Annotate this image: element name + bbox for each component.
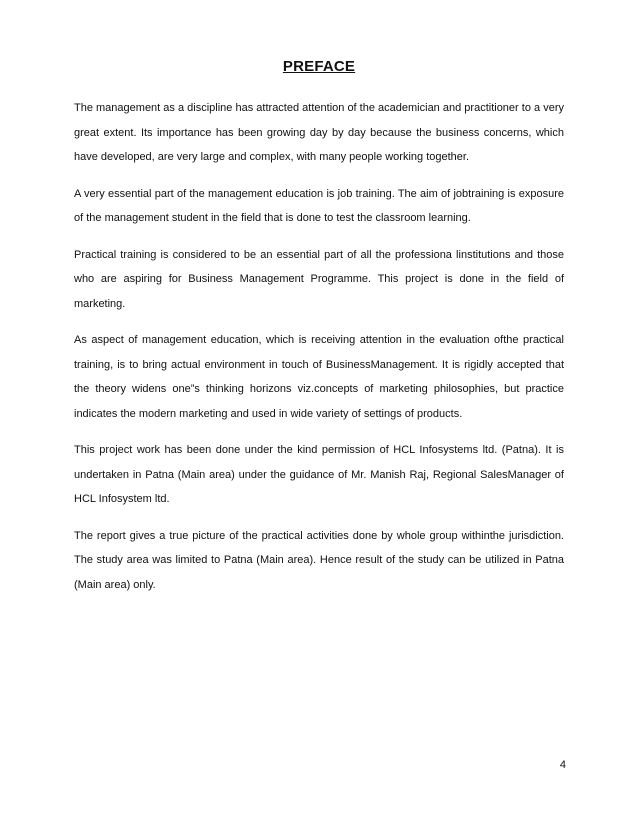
paragraph-5: This project work has been done under the kind permission of HCL Infosystems ltd. (Patna). It is undertaken in Patna (Main area) under the guidance of Mr. Manish Raj, Regional SalesManager of HCL Infosystem ltd. [74, 444, 564, 505]
preface-body [74, 96, 564, 609]
paragraph-2: A very essential part of the management education is job training. The aim of jobtraining is exposure of the management student in the field that is done to test the classroom learning. [74, 187, 564, 224]
page-number: 4 [559, 759, 566, 771]
paragraph-3: Practical training is considered to be an essential part of all the professiona linstitutions and those who are aspiring for Business Management Programme. This project is done in the field of marketing. [74, 248, 564, 310]
paragraph-1: The management as a discipline has attracted attention of the academician and practitioner to a very great extent. Its importance has been growing day by day because the business concerns, which have developed, are very large and complex, with many people working together. [74, 102, 564, 163]
page-title: PREFACE [282, 58, 356, 75]
paragraph-6: The report gives a true picture of the practical activities done by whole group withinthe jurisdiction. The study area was limited to Patna (Main area). Hence result of the study can be utilized in Patna (Main area) only. [74, 529, 564, 591]
paragraph-4: As aspect of management education, which is receiving attention in the evaluation ofthe practical training, is to bring actual environment in touch of BusinessManagement. It is rigidly accepted that the theory widens one”s thinking horizons viz.concepts of marketing philosophies, but practice indicates the modern marketing and used in wide variety of settings of products. [74, 334, 564, 420]
